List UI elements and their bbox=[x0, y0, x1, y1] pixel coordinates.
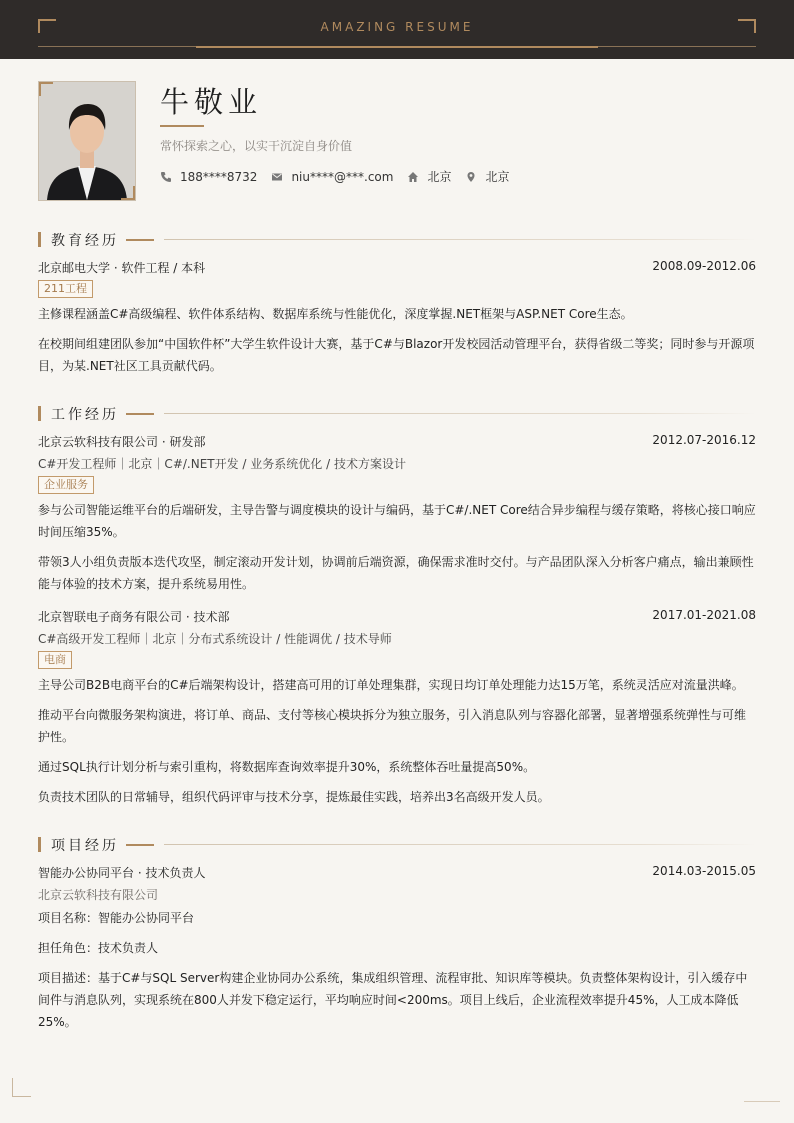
project-role-line: 担任角色：技术负责人 bbox=[38, 941, 159, 955]
project-title: 智能办公协同平台 · 技术负责人 bbox=[38, 866, 206, 880]
section-marker bbox=[38, 232, 41, 247]
portrait-image bbox=[39, 82, 135, 200]
project-entry bbox=[38, 864, 756, 881]
job-bullet: 负责技术团队的日常辅导，组织代码评审与技术分享，提炼最佳实践，培养出3名高级开发人员。 bbox=[38, 790, 550, 804]
section-work-header bbox=[38, 405, 756, 421]
section-rule-short bbox=[126, 844, 154, 846]
section-title: 项目经历 bbox=[51, 838, 119, 854]
section-title: 工作经历 bbox=[51, 407, 119, 423]
job-bullet: 参与公司智能运维平台的后端研发，主导告警与调度模块的设计与编码，基于C#/.NET Core结合异步编程与缓存策略，将核心接口响应时间压缩35%。 bbox=[38, 503, 756, 539]
project-name-line: 项目名称：智能办公协同平台 bbox=[38, 911, 195, 925]
job-entry bbox=[38, 608, 756, 625]
job-role: C#高级开发工程师｜北京｜分布式系统设计 / 性能调优 / 技术导师 bbox=[38, 632, 392, 646]
project-description: 项目描述：基于C#与SQL Server构建企业协同办公系统，集成组织管理、流程审批、知识库等模块。负责整体架构设计，引入缓存中间件与消息队列，实现系统在800人并发下稳定运行，平均响应时间<200ms。项目上线后，企业流程效率提升45%，人工成本降低25%。 bbox=[38, 971, 748, 1029]
education-entry bbox=[38, 259, 756, 276]
education-description: 主修课程涵盖C#高级编程、软件体系结构、数据库系统与性能优化，深度掌握.NET框架与ASP.NET Core生态。 bbox=[38, 307, 633, 321]
email-address: niu****@***.com bbox=[291, 169, 394, 184]
hometown: 北京 bbox=[427, 170, 452, 184]
section-marker bbox=[38, 837, 41, 852]
section-education-header bbox=[38, 231, 756, 247]
section-rule-long bbox=[164, 844, 756, 845]
job-period: 2012.07-2016.12 bbox=[652, 433, 756, 447]
section-project-header bbox=[38, 836, 756, 852]
section-rule-short bbox=[126, 413, 154, 415]
job-entry bbox=[38, 433, 756, 450]
header-title: AMAZING RESUME bbox=[320, 20, 474, 34]
education-achievement: 在校期间组建团队参加“中国软件杯”大学生软件设计大赛，基于C#与Blazor开发校园活动管理平台，获得省级二等奖；同时参与开源项目，为某.NET社区工具贡献代码。 bbox=[38, 337, 755, 373]
page-corner-rule bbox=[744, 1101, 780, 1102]
section-marker bbox=[38, 406, 41, 421]
current-location: 北京 bbox=[485, 170, 510, 184]
section-rule-short bbox=[126, 239, 154, 241]
home-icon bbox=[407, 171, 419, 183]
contact-email bbox=[271, 170, 393, 184]
name-underline bbox=[160, 125, 204, 127]
job-period: 2017.01-2021.08 bbox=[652, 608, 756, 622]
profile-photo bbox=[38, 81, 136, 201]
contact-hometown bbox=[407, 168, 451, 185]
industry-tag: 电商 bbox=[38, 651, 72, 669]
industry-tag: 企业服务 bbox=[38, 476, 94, 494]
candidate-name: 牛敬业 bbox=[160, 85, 263, 119]
contact-location bbox=[465, 168, 509, 185]
header-accent-rule bbox=[196, 46, 598, 48]
job-bullet: 主导公司B2B电商平台的C#后端架构设计，搭建高可用的订单处理集群，实现日均订单处理能力达15万笔，系统灵活应对流量洪峰。 bbox=[38, 678, 744, 692]
company-name: 北京智联电子商务有限公司 · 技术部 bbox=[38, 610, 230, 624]
job-bullet: 推动平台向微服务架构演进，将订单、商品、支付等核心模块拆分为独立服务，引入消息队列与容器化部署，显著增强系统弹性与可维护性。 bbox=[38, 708, 747, 744]
photo-corner-mark bbox=[39, 82, 53, 96]
phone-icon bbox=[160, 171, 172, 183]
location-icon bbox=[465, 171, 477, 183]
school-name: 北京邮电大学 · 软件工程 / 本科 bbox=[38, 261, 206, 275]
header-bar bbox=[0, 0, 794, 59]
project-company: 北京云软科技有限公司 bbox=[38, 888, 159, 902]
section-title: 教育经历 bbox=[51, 233, 119, 249]
section-rule-long bbox=[164, 239, 756, 240]
job-role: C#开发工程师｜北京｜C#/.NET开发 / 业务系统优化 / 技术方案设计 bbox=[38, 457, 406, 471]
contact-phone bbox=[160, 170, 257, 184]
photo-corner-mark bbox=[121, 186, 135, 200]
company-name: 北京云软科技有限公司 · 研发部 bbox=[38, 435, 206, 449]
phone-number: 188****8732 bbox=[180, 169, 258, 184]
candidate-motto: 常怀探索之心，以实干沉淀自身价值 bbox=[160, 139, 353, 153]
job-bullet: 通过SQL执行计划分析与索引重构，将数据库查询效率提升30%，系统整体吞吐量提高50%。 bbox=[38, 760, 536, 774]
mail-icon bbox=[271, 171, 283, 183]
education-tag: 211工程 bbox=[38, 280, 93, 298]
section-rule-long bbox=[164, 413, 756, 414]
project-period: 2014.03-2015.05 bbox=[652, 864, 756, 878]
contact-info bbox=[160, 168, 523, 185]
page-corner-mark bbox=[12, 1078, 31, 1097]
education-period: 2008.09-2012.06 bbox=[652, 259, 756, 273]
job-bullet: 带领3人小组负责版本迭代攻坚，制定滚动开发计划，协调前后端资源，确保需求准时交付。与产品团队深入分析客户痛点，输出兼顾性能与体验的技术方案，提升系统易用性。 bbox=[38, 555, 754, 591]
